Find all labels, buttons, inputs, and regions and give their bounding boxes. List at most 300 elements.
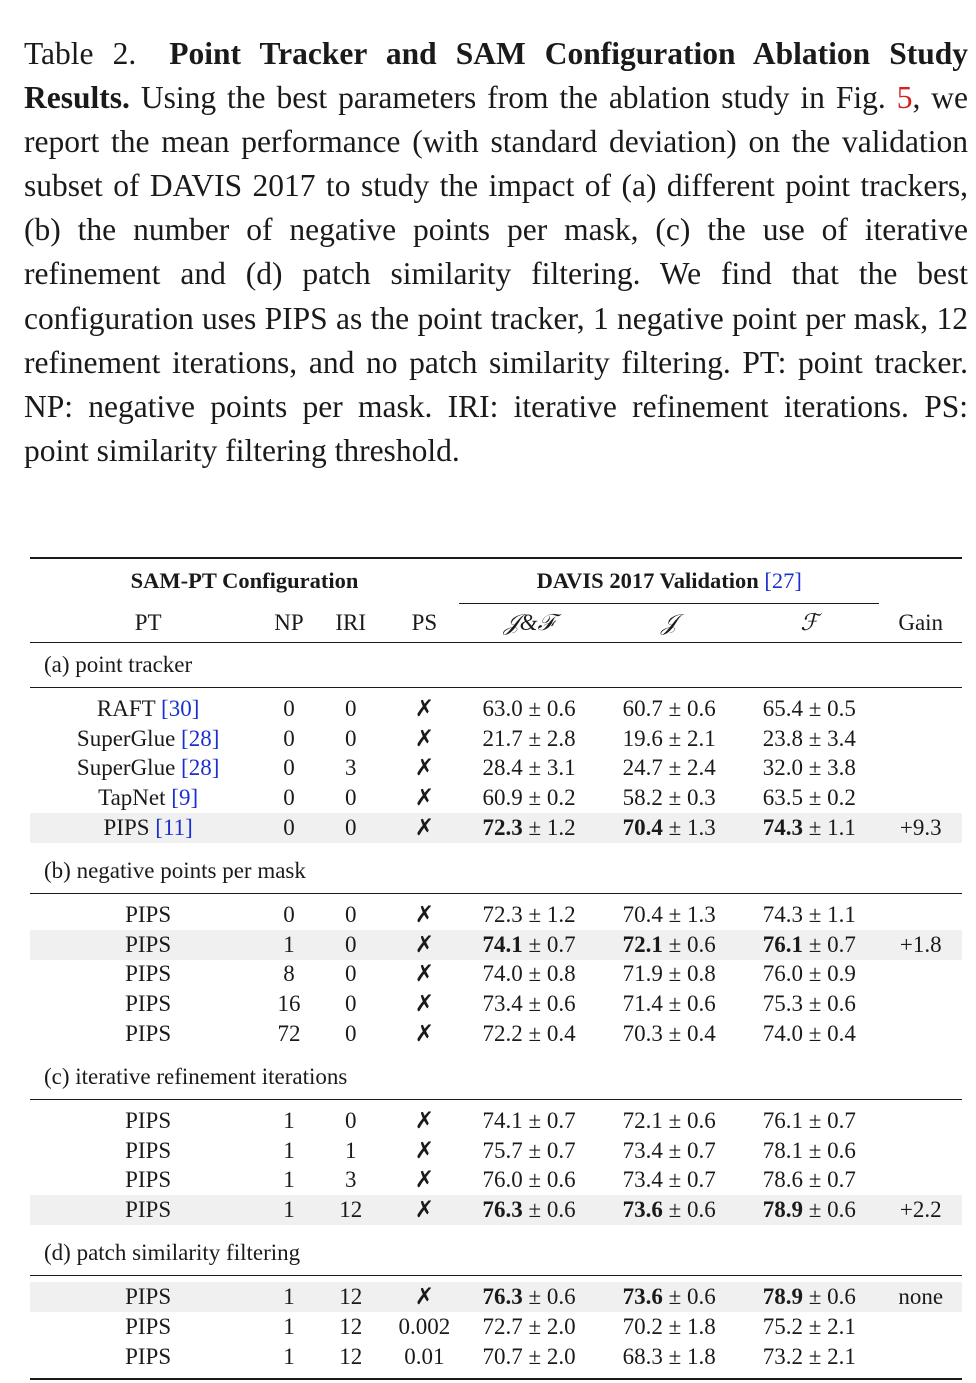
cell-ps: 0.002 xyxy=(398,1313,451,1339)
cell-np: 1 xyxy=(266,1282,311,1312)
cell-j xyxy=(599,754,739,784)
cell-point-tracker xyxy=(30,754,266,784)
cell-jf xyxy=(459,754,599,784)
tracker-name: PIPS xyxy=(125,1343,172,1369)
mean-value: 72.1 xyxy=(622,1107,663,1133)
section-header-row xyxy=(30,1055,962,1100)
mean-value: 63.0 xyxy=(482,695,523,721)
cell-jf xyxy=(459,1282,599,1312)
std-value: ± 3.8 xyxy=(808,755,856,781)
tracker-name: PIPS xyxy=(125,1313,172,1339)
table-row xyxy=(30,1106,962,1136)
header-ps: PS xyxy=(411,609,438,635)
std-value: ± 0.4 xyxy=(668,1021,716,1047)
cell-point-tracker xyxy=(30,1136,266,1166)
mean-value: 74.1 xyxy=(482,1107,523,1133)
cell-point-tracker xyxy=(30,813,266,843)
cell-iri: 12 xyxy=(312,1282,390,1312)
std-value: ± 1.8 xyxy=(668,1313,716,1339)
cell-iri: 0 xyxy=(344,1107,357,1133)
mean-value: 70.7 xyxy=(482,1343,523,1369)
mean-value: 70.4 xyxy=(622,815,663,841)
std-value: ± 1.8 xyxy=(668,1343,716,1369)
mean-value: 76.1 xyxy=(762,1107,804,1133)
mean-value: 68.3 xyxy=(622,1343,663,1369)
std-value: ± 1.3 xyxy=(668,901,716,927)
mean-value: 23.8 xyxy=(762,725,804,751)
table-row xyxy=(30,1342,962,1372)
header-iri: IRI xyxy=(335,609,367,635)
cell-point-tracker xyxy=(30,1342,266,1372)
cell-jf xyxy=(459,1166,599,1196)
cell-point-tracker xyxy=(30,1195,266,1225)
std-value: ± 0.6 xyxy=(808,1137,856,1163)
cell-ps: ✗ xyxy=(414,695,435,721)
mean-value: 73.6 xyxy=(622,1197,663,1223)
table-row xyxy=(30,960,962,990)
cell-ps: ✗ xyxy=(414,1021,435,1047)
cell-j xyxy=(599,1282,739,1312)
citation-link[interactable]: [9] xyxy=(171,785,199,811)
std-value: ± 2.1 xyxy=(808,1313,856,1339)
cell-ps: ✗ xyxy=(414,725,435,751)
cell-j xyxy=(599,989,739,1019)
cell-ps: ✗ xyxy=(414,901,435,927)
cell-iri: 0 xyxy=(344,785,357,811)
cell-jf xyxy=(459,1019,599,1049)
mean-value: 76.0 xyxy=(482,1167,523,1193)
table-row xyxy=(30,1136,962,1166)
mean-value: 70.3 xyxy=(622,1021,663,1047)
cell-ps: ✗ xyxy=(414,991,435,1017)
cell-ps: ✗ xyxy=(414,1107,435,1133)
cell-j xyxy=(599,1166,739,1196)
cell-np: 1 xyxy=(283,1107,295,1133)
std-value: ± 0.6 xyxy=(528,991,576,1017)
header-j: 𝒥 xyxy=(599,604,739,643)
citation-link[interactable]: [11] xyxy=(155,815,193,841)
cell-ps: ✗ xyxy=(390,930,459,960)
cell-np: 1 xyxy=(266,1195,311,1225)
cell-iri: 1 xyxy=(344,1137,357,1163)
tracker-name: PIPS xyxy=(125,1137,172,1163)
header-pt: PT xyxy=(134,609,162,635)
std-value: ± 0.3 xyxy=(668,785,716,811)
cell-jf xyxy=(459,1342,599,1372)
cell-jf xyxy=(459,1136,599,1166)
cell-j xyxy=(599,813,739,843)
cell-f xyxy=(739,1019,879,1049)
cell-j xyxy=(599,1106,739,1136)
cell-j xyxy=(599,1342,739,1372)
tracker-name: PIPS xyxy=(125,1197,172,1223)
mean-value: 76.3 xyxy=(482,1197,523,1223)
cell-iri: 0 xyxy=(344,725,357,751)
std-value: ± 2.1 xyxy=(808,1343,856,1369)
caption-label: Table 2. xyxy=(24,36,137,71)
std-value: ± 0.7 xyxy=(668,1167,716,1193)
cell-f xyxy=(739,1195,879,1225)
cell-ps: ✗ xyxy=(390,1195,459,1225)
tracker-name: SuperGlue xyxy=(76,755,176,781)
caption-text-1: Using the best parameters from the ablation study in Fig. xyxy=(140,80,886,116)
mean-value: 63.5 xyxy=(762,785,804,811)
cell-iri: 3 xyxy=(344,755,357,781)
cell-np: 1 xyxy=(283,1137,295,1163)
cell-iri: 0 xyxy=(344,695,357,721)
caption-text-2: , we report the mean performance (with standard deviation) on the validation subset of DAVIS 2017 to study the impact of (a) different point trackers, (b) the number of negative points per mask, (c) the use of iterative refinement and (d) patch similarity filtering. We find that the best configuration uses PIPS as the point tracker, 1 negative point per mask, 12 refinement iterations, and no patch similarity filtering. PT: point tracker. NP: negative points per mask. IRI: iterative refinement iterations. PS: point similarity filtering threshold. xyxy=(24,80,968,468)
cell-j xyxy=(599,1019,739,1049)
table-row xyxy=(30,813,962,843)
cell-j xyxy=(599,783,739,813)
section-header-row xyxy=(30,643,962,688)
section-title: (a) point tracker xyxy=(44,652,193,677)
config-group-header: SAM-PT Configuration xyxy=(130,568,359,594)
header-jf: 𝒥&ℱ xyxy=(459,604,599,643)
cell-f xyxy=(739,930,879,960)
cell-ps: ✗ xyxy=(414,755,435,781)
cell-f xyxy=(739,1312,879,1342)
tracker-name: PIPS xyxy=(125,931,172,957)
cell-gain xyxy=(879,1342,962,1372)
std-value: ± 0.6 xyxy=(668,1197,716,1223)
cell-jf xyxy=(459,783,599,813)
tracker-name: PIPS xyxy=(125,901,172,927)
cell-point-tracker xyxy=(30,930,266,960)
header-gain: Gain xyxy=(898,609,944,635)
mean-value: 28.4 xyxy=(482,755,523,781)
std-value: ± 0.6 xyxy=(808,1197,856,1223)
mean-value: 76.3 xyxy=(482,1284,523,1310)
cell-f xyxy=(739,1166,879,1196)
section-title: (b) negative points per mask xyxy=(44,857,306,883)
cell-j xyxy=(599,724,739,754)
cell-np: 0 xyxy=(283,785,295,811)
std-value: ± 1.3 xyxy=(668,815,716,841)
mean-value: 78.6 xyxy=(762,1167,804,1193)
section-header-row xyxy=(30,1231,962,1276)
cell-jf xyxy=(459,724,599,754)
cell-j xyxy=(599,694,739,724)
std-value: ± 0.8 xyxy=(668,961,716,987)
std-value: ± 0.6 xyxy=(668,695,716,721)
ablation-results-table xyxy=(30,557,962,1380)
cell-point-tracker xyxy=(30,1019,266,1049)
mean-value: 75.7 xyxy=(482,1137,523,1163)
cell-gain xyxy=(879,989,962,1019)
mean-value: 65.4 xyxy=(762,695,804,721)
std-value: ± 2.8 xyxy=(528,725,576,751)
mean-value: 70.4 xyxy=(622,901,663,927)
mean-value: 58.2 xyxy=(622,785,663,811)
cell-np: 0 xyxy=(283,901,295,927)
cell-f xyxy=(739,1342,879,1372)
citation-link[interactable]: [28] xyxy=(181,725,220,751)
caption-title: Point Tracker and SAM Configuration Ablation Study Results. xyxy=(24,36,969,116)
cell-gain: +1.8 xyxy=(879,930,962,960)
std-value: ± 0.2 xyxy=(528,785,576,811)
tracker-name: PIPS xyxy=(103,815,150,841)
mean-value: 76.1 xyxy=(762,931,804,957)
std-value: ± 2.0 xyxy=(528,1343,576,1369)
cell-jf xyxy=(459,1195,599,1225)
std-value: ± 0.6 xyxy=(668,1107,716,1133)
cell-f xyxy=(739,754,879,784)
table-row xyxy=(30,989,962,1019)
cell-iri: 0 xyxy=(344,991,357,1017)
table-row xyxy=(30,1195,962,1225)
table-row xyxy=(30,1312,962,1342)
tracker-name: TapNet xyxy=(98,785,166,811)
cell-f xyxy=(739,1106,879,1136)
tracker-name: PIPS xyxy=(125,961,172,987)
cell-j xyxy=(599,930,739,960)
mean-value: 70.2 xyxy=(622,1313,663,1339)
tracker-name: SuperGlue xyxy=(76,725,176,751)
table-row xyxy=(30,930,962,960)
mean-value: 73.4 xyxy=(482,991,523,1017)
std-value: ± 0.6 xyxy=(528,695,576,721)
mean-value: 74.1 xyxy=(482,931,523,957)
davis-group-header xyxy=(459,559,879,604)
cell-ps: ✗ xyxy=(414,1167,435,1193)
header-f: ℱ xyxy=(739,604,879,643)
mean-value: 74.0 xyxy=(762,1021,804,1047)
cell-np: 0 xyxy=(266,813,311,843)
std-value: ± 3.4 xyxy=(808,725,856,751)
cell-iri: 0 xyxy=(344,901,357,927)
cell-jf xyxy=(459,1312,599,1342)
tracker-name: PIPS xyxy=(125,1107,172,1133)
std-value: ± 0.7 xyxy=(808,1167,856,1193)
cell-point-tracker xyxy=(30,1312,266,1342)
mean-value: 73.2 xyxy=(762,1343,804,1369)
cell-gain xyxy=(879,724,962,754)
mean-value: 72.3 xyxy=(482,901,523,927)
cell-j xyxy=(599,1312,739,1342)
cell-j xyxy=(599,960,739,990)
std-value: ± 0.6 xyxy=(528,1284,576,1310)
mean-value: 72.1 xyxy=(622,931,663,957)
cell-gain xyxy=(879,900,962,930)
mean-value: 71.4 xyxy=(622,991,663,1017)
cell-gain xyxy=(879,1136,962,1166)
mean-value: 72.2 xyxy=(482,1021,523,1047)
std-value: ± 0.8 xyxy=(528,961,576,987)
cell-iri: 12 xyxy=(312,1195,390,1225)
mean-value: 73.4 xyxy=(622,1167,663,1193)
std-value: ± 0.4 xyxy=(528,1021,576,1047)
std-value: ± 1.2 xyxy=(528,901,576,927)
cell-point-tracker xyxy=(30,724,266,754)
cell-ps: 0.01 xyxy=(404,1343,445,1369)
tracker-name: PIPS xyxy=(125,1167,172,1193)
cell-f xyxy=(739,989,879,1019)
std-value: ± 1.2 xyxy=(528,815,576,841)
tracker-name: PIPS xyxy=(125,1021,172,1047)
cell-gain xyxy=(879,1019,962,1049)
cell-point-tracker xyxy=(30,989,266,1019)
std-value: ± 0.4 xyxy=(808,1021,856,1047)
cell-f xyxy=(739,694,879,724)
std-value: ± 0.7 xyxy=(528,1137,576,1163)
citation-link[interactable]: [28] xyxy=(181,755,220,781)
cell-f xyxy=(739,724,879,754)
cell-np: 0 xyxy=(283,725,295,751)
mean-value: 60.7 xyxy=(622,695,663,721)
cell-np: 1 xyxy=(266,930,311,960)
table-row xyxy=(30,1019,962,1049)
mean-value: 78.1 xyxy=(762,1137,804,1163)
cell-ps: ✗ xyxy=(390,1282,459,1312)
mean-value: 72.7 xyxy=(482,1313,523,1339)
std-value: ± 3.1 xyxy=(528,755,576,781)
mean-value: 74.0 xyxy=(482,961,523,987)
table-row xyxy=(30,754,962,784)
cell-np: 72 xyxy=(277,1021,301,1047)
cell-point-tracker xyxy=(30,1166,266,1196)
std-value: ± 0.6 xyxy=(668,1284,716,1310)
table-row xyxy=(30,783,962,813)
cell-gain xyxy=(879,1312,962,1342)
section-title: (c) iterative refinement iterations xyxy=(44,1063,348,1089)
cell-iri: 0 xyxy=(344,1021,357,1047)
mean-value: 72.3 xyxy=(482,815,523,841)
cell-jf xyxy=(459,960,599,990)
std-value: ± 0.2 xyxy=(808,785,856,811)
mean-value: 73.6 xyxy=(622,1284,663,1310)
mean-value: 76.0 xyxy=(762,961,804,987)
cell-point-tracker xyxy=(30,694,266,724)
cell-point-tracker xyxy=(30,960,266,990)
cell-gain xyxy=(879,694,962,724)
table-row xyxy=(30,724,962,754)
cell-gain: +2.2 xyxy=(879,1195,962,1225)
tracker-name: PIPS xyxy=(125,1284,172,1310)
cell-f xyxy=(739,783,879,813)
cell-np: 1 xyxy=(283,1313,295,1339)
cell-ps: ✗ xyxy=(414,785,435,811)
cell-f xyxy=(739,900,879,930)
std-value: ± 1.1 xyxy=(808,901,856,927)
davis-citation-link[interactable]: [27] xyxy=(764,568,802,593)
std-value: ± 0.5 xyxy=(808,695,856,721)
table-row xyxy=(30,1166,962,1196)
cell-j xyxy=(599,900,739,930)
cell-jf xyxy=(459,694,599,724)
std-value: ± 1.1 xyxy=(808,815,856,841)
mean-value: 60.9 xyxy=(482,785,523,811)
std-value: ± 0.6 xyxy=(528,1197,576,1223)
std-value: ± 0.6 xyxy=(528,1167,576,1193)
std-value: ± 0.7 xyxy=(808,931,856,957)
cell-gain xyxy=(879,1106,962,1136)
tracker-name: RAFT xyxy=(96,695,156,721)
cell-point-tracker xyxy=(30,1106,266,1136)
mean-value: 75.3 xyxy=(762,991,804,1017)
cell-jf xyxy=(459,989,599,1019)
cell-gain xyxy=(879,754,962,784)
tracker-name: PIPS xyxy=(125,991,172,1017)
std-value: ± 0.6 xyxy=(668,931,716,957)
cell-f xyxy=(739,1136,879,1166)
section-title: (d) patch similarity filtering xyxy=(44,1240,301,1266)
cell-iri: 12 xyxy=(339,1313,363,1339)
std-value: ± 2.0 xyxy=(528,1313,576,1339)
cell-iri: 0 xyxy=(312,813,390,843)
cell-j xyxy=(599,1195,739,1225)
mean-value: 78.9 xyxy=(762,1197,804,1223)
std-value: ± 0.9 xyxy=(808,961,856,987)
std-value: ± 2.4 xyxy=(668,755,716,781)
cell-ps: ✗ xyxy=(390,813,459,843)
mean-value: 24.7 xyxy=(622,755,663,781)
cell-jf xyxy=(459,900,599,930)
header-np: NP xyxy=(274,609,304,635)
cell-iri: 0 xyxy=(344,961,357,987)
cell-iri: 0 xyxy=(312,930,390,960)
cell-iri: 3 xyxy=(344,1167,357,1193)
cell-ps: ✗ xyxy=(414,961,435,987)
cell-gain xyxy=(879,1166,962,1196)
cell-f xyxy=(739,813,879,843)
cell-point-tracker xyxy=(30,783,266,813)
cell-np: 0 xyxy=(283,755,295,781)
cell-gain: +9.3 xyxy=(879,813,962,843)
cell-ps: ✗ xyxy=(414,1137,435,1163)
mean-value: 19.6 xyxy=(622,725,663,751)
section-header-row xyxy=(30,849,962,894)
mean-value: 71.9 xyxy=(622,961,663,987)
cell-gain: none xyxy=(879,1282,962,1312)
cell-np: 1 xyxy=(283,1167,295,1193)
cell-np: 16 xyxy=(277,991,301,1017)
cell-np: 1 xyxy=(283,1343,295,1369)
std-value: ± 0.7 xyxy=(528,931,576,957)
table-row xyxy=(30,900,962,930)
cell-iri: 12 xyxy=(339,1343,363,1369)
std-value: ± 0.7 xyxy=(528,1107,576,1133)
cell-point-tracker xyxy=(30,900,266,930)
cell-f xyxy=(739,960,879,990)
mean-value: 21.7 xyxy=(482,725,523,751)
mean-value: 74.3 xyxy=(762,815,804,841)
mean-value: 75.2 xyxy=(762,1313,804,1339)
std-value: ± 0.6 xyxy=(668,991,716,1017)
table-row xyxy=(30,1282,962,1312)
cell-np: 8 xyxy=(283,961,295,987)
std-value: ± 0.7 xyxy=(808,1107,856,1133)
table-caption xyxy=(24,32,968,473)
cell-jf xyxy=(459,930,599,960)
cell-gain xyxy=(879,960,962,990)
mean-value: 73.4 xyxy=(622,1137,663,1163)
cell-jf xyxy=(459,1106,599,1136)
cell-j xyxy=(599,1136,739,1166)
citation-link[interactable]: [30] xyxy=(161,695,200,721)
table-row xyxy=(30,694,962,724)
cell-jf xyxy=(459,813,599,843)
std-value: ± 0.6 xyxy=(808,1284,856,1310)
mean-value: 78.9 xyxy=(762,1284,804,1310)
davis-group-label: DAVIS 2017 Validation xyxy=(536,568,759,593)
mean-value: 32.0 xyxy=(762,755,804,781)
cell-gain xyxy=(879,783,962,813)
std-value: ± 0.6 xyxy=(808,991,856,1017)
std-value: ± 2.1 xyxy=(668,725,716,751)
std-value: ± 0.7 xyxy=(668,1137,716,1163)
figure-reference-link[interactable]: 5 xyxy=(896,80,913,116)
